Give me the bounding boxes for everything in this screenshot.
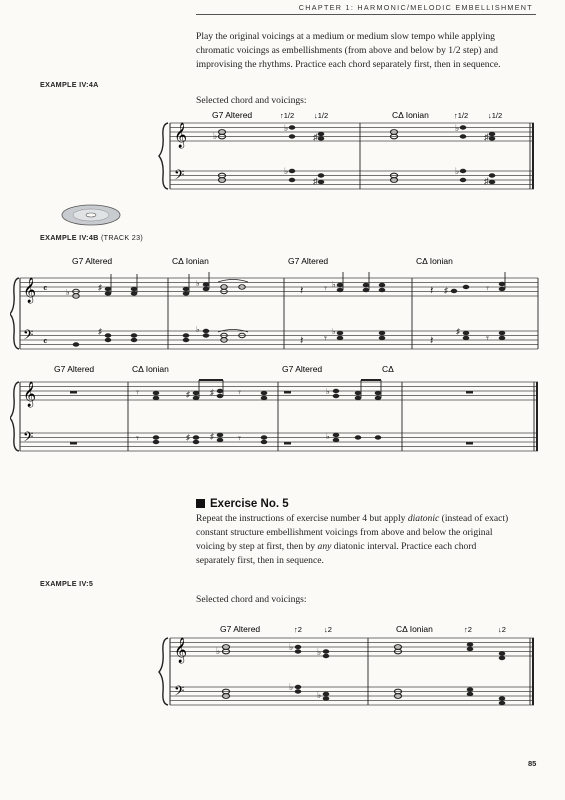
svg-text:♯: ♯ <box>210 432 214 441</box>
exercise-line: voicing by step at first, then by any diatonic interval. Practice each chord <box>196 541 477 552</box>
embellish-mark: ↓2 <box>324 625 332 634</box>
chord-symbol: G7 Altered <box>282 364 323 374</box>
svg-text:𝄾: 𝄾 <box>324 283 327 295</box>
chord-symbol: CΔ Ionian <box>416 256 453 266</box>
tie <box>218 280 248 283</box>
cd-disc-icon <box>60 202 122 228</box>
exercise-square-icon <box>196 499 205 508</box>
svg-text:♭: ♭ <box>196 279 200 288</box>
intro-line: Play the original voicings at a medium or medium slow tempo while applying <box>196 31 495 42</box>
whole-note-chords <box>222 645 401 699</box>
example-iv-5-caption: Selected chord and voicings: <box>196 594 307 605</box>
svg-text:♭: ♭ <box>213 131 218 141</box>
whole-note-chords <box>218 130 397 183</box>
whole-rests <box>70 391 473 445</box>
svg-text:♯: ♯ <box>313 176 318 186</box>
svg-text:♯: ♯ <box>98 283 102 292</box>
svg-text:♯: ♯ <box>484 132 489 142</box>
grand-staff-brace <box>159 123 168 189</box>
chapter-header: CHAPTER 1: HARMONIC/MELODIC EMBELLISHMENT <box>298 3 533 12</box>
grand-staff-brace <box>10 382 19 451</box>
track-number: (TRACK 23) <box>100 233 144 242</box>
treble-clef-icon: 𝄞 <box>23 381 37 406</box>
svg-text:𝄾: 𝄾 <box>238 387 241 399</box>
grand-staff-brace <box>159 638 168 705</box>
grand-staff-brace <box>10 278 19 349</box>
exercise-title-text: Exercise No. 5 <box>210 498 289 510</box>
svg-text:♭: ♭ <box>326 387 330 396</box>
intro-line: improvising the rhythms. Practice each chord separately first, then in sequence. <box>196 59 501 70</box>
bass-clef-icon: 𝄢 <box>23 431 34 448</box>
example-iv-5-label: EXAMPLE IV:5 <box>40 579 94 588</box>
svg-text:♭: ♭ <box>284 166 289 176</box>
svg-text:♯: ♯ <box>186 390 190 399</box>
treble-clef-icon: 𝄞 <box>23 277 37 302</box>
svg-text:♭: ♭ <box>289 682 294 692</box>
svg-text:♭: ♭ <box>317 647 322 657</box>
embellish-mark: ↓1/2 <box>314 111 329 120</box>
exercise-line: Repeat the instructions of exercise number 4 but apply diatonic (instead of exact) <box>196 513 509 524</box>
svg-text:𝄽: 𝄽 <box>430 285 434 297</box>
svg-text:♭: ♭ <box>317 690 322 700</box>
svg-text:♭: ♭ <box>455 123 460 133</box>
embellish-mark: ↓2 <box>498 625 506 634</box>
svg-text:𝄽: 𝄽 <box>430 335 434 347</box>
example-label-text: EXAMPLE IV:4B <box>40 233 99 242</box>
embellish-mark: ↑1/2 <box>454 111 469 120</box>
svg-text:♭: ♭ <box>332 327 336 336</box>
chord-symbol: G7 Altered <box>72 256 113 266</box>
accidentals <box>66 279 460 336</box>
treble-staff <box>20 382 538 400</box>
common-time-icon: 𝄴 <box>43 337 48 348</box>
svg-text:♭: ♭ <box>455 166 460 176</box>
bass-clef-icon: 𝄢 <box>23 329 34 346</box>
example-iv-4a-caption: Selected chord and voicings: <box>196 95 307 106</box>
svg-text:𝄾: 𝄾 <box>136 387 139 399</box>
intro-line: chromatic voicings as embellishments (from above and below by 1/2 step) and <box>196 45 498 56</box>
chord-symbol: G7 Altered <box>220 624 261 634</box>
common-time-icon: 𝄴 <box>43 284 48 295</box>
exercise-5-title <box>196 498 289 510</box>
exercise-5-paragraph <box>196 512 541 568</box>
example-iv-5-score <box>158 620 538 708</box>
embellish-mark: ↑1/2 <box>280 111 295 120</box>
svg-text:♯: ♯ <box>210 388 214 397</box>
svg-text:𝄾: 𝄾 <box>486 333 489 345</box>
chord-symbol: CΔ Ionian <box>392 110 429 120</box>
bass-clef-icon: 𝄢 <box>174 685 185 702</box>
svg-text:♭: ♭ <box>289 642 294 652</box>
svg-text:𝄽: 𝄽 <box>300 285 304 297</box>
svg-text:♭: ♭ <box>284 123 289 133</box>
chord-symbol: CΔ Ionian <box>172 256 209 266</box>
svg-text:♯: ♯ <box>98 327 102 336</box>
rests <box>300 283 489 347</box>
treble-clef-icon: 𝄞 <box>174 637 188 662</box>
embellish-mark: ↓1/2 <box>488 111 503 120</box>
example-iv-4b-label <box>40 233 143 242</box>
svg-text:𝄾: 𝄾 <box>136 433 139 445</box>
emphasis-any: any <box>317 541 332 552</box>
chord-symbol: CΔ <box>382 364 394 374</box>
page-number: 85 <box>528 759 537 768</box>
svg-text:♭: ♭ <box>332 280 336 289</box>
emphasis-diatonic: diatonic <box>407 513 440 524</box>
svg-text:♯: ♯ <box>484 176 489 186</box>
example-iv-4b-system-2 <box>10 362 540 454</box>
chord-symbol: G7 Altered <box>54 364 95 374</box>
chord-symbol: G7 Altered <box>288 256 329 266</box>
treble-clef-icon: 𝄞 <box>174 122 188 147</box>
svg-text:♯: ♯ <box>186 433 190 442</box>
bass-staff <box>20 433 538 451</box>
svg-text:♭: ♭ <box>66 288 70 297</box>
embellish-mark: ↑2 <box>294 625 302 634</box>
svg-text:𝄽: 𝄽 <box>300 335 304 347</box>
svg-text:♯: ♯ <box>313 132 318 142</box>
chord-symbol: G7 Altered <box>212 110 253 120</box>
svg-text:𝄾: 𝄾 <box>238 433 241 445</box>
barlines <box>168 278 538 349</box>
embellish-mark: ↑2 <box>464 625 472 634</box>
svg-text:♭: ♭ <box>326 432 330 441</box>
accidentals <box>213 123 489 186</box>
exercise-line: constant structure embellishment voicings from above and below the original <box>196 527 493 538</box>
header-rule <box>196 14 536 15</box>
exercise-line: separately first, then in sequence. <box>196 555 324 566</box>
example-iv-4a-label: EXAMPLE IV:4A <box>40 80 99 89</box>
svg-text:♭: ♭ <box>216 646 221 656</box>
bass-clef-icon: 𝄢 <box>174 169 185 186</box>
chord-symbol: CΔ Ionian <box>132 364 169 374</box>
svg-text:♯: ♯ <box>444 286 448 295</box>
chord-symbol: CΔ Ionian <box>396 624 433 634</box>
example-iv-4b-system-1 <box>10 252 540 352</box>
svg-text:𝄾: 𝄾 <box>324 333 327 345</box>
example-iv-4a-score <box>158 106 538 192</box>
svg-text:𝄾: 𝄾 <box>486 283 489 295</box>
intro-paragraph <box>196 30 536 72</box>
svg-text:♯: ♯ <box>456 327 460 336</box>
svg-text:♭: ♭ <box>196 325 200 334</box>
